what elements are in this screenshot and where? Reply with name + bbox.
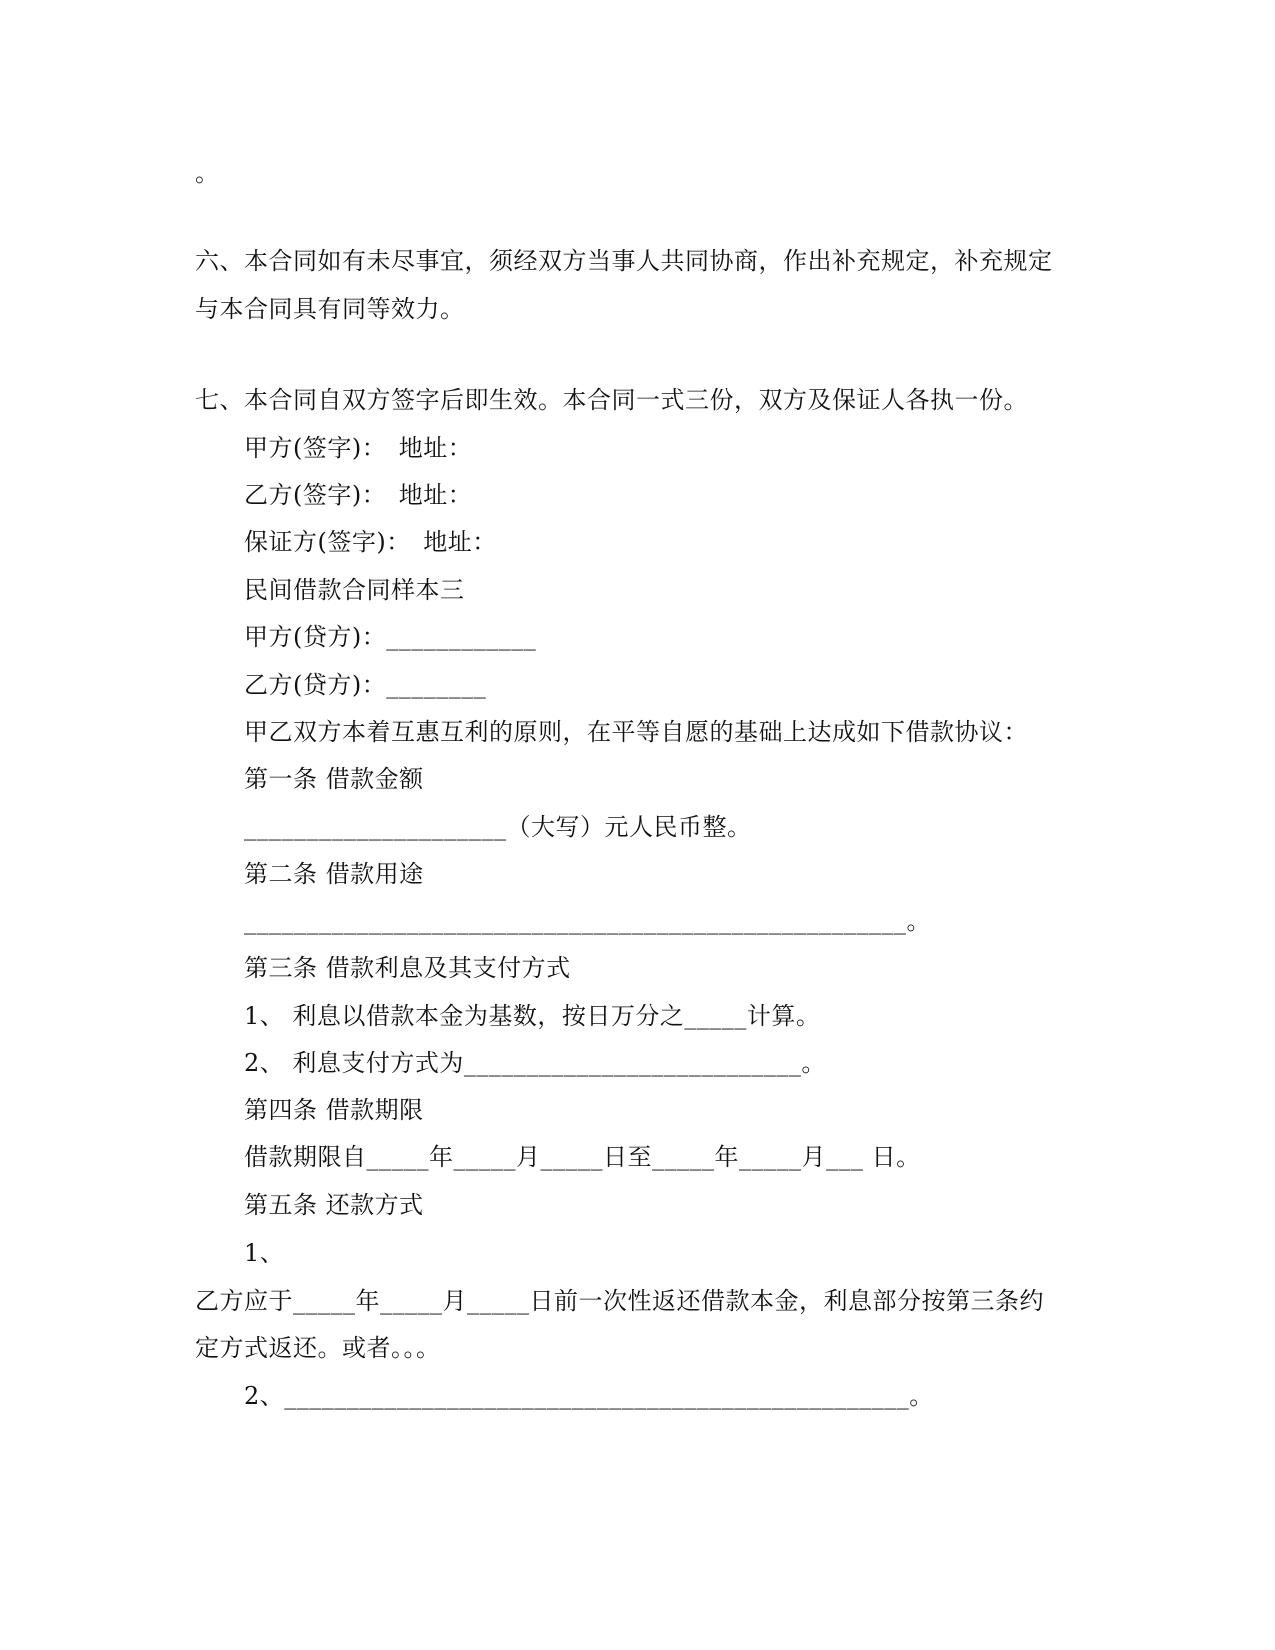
- text-line: 。: [195, 159, 220, 187]
- clause-seven: 七、本合同自双方签字后即生效。本合同一式三份，双方及保证人各执一份。: [195, 386, 1028, 414]
- guarantor-signature: 保证方(签字)： 地址：: [244, 528, 497, 556]
- interest-rate-line: 1、 利息以借款本金为基数，按日万分之_____计算。: [244, 1002, 821, 1030]
- contract-title: 民间借款合同样本三: [244, 576, 465, 604]
- loan-purpose-line: _____________________________________________________。: [244, 907, 931, 935]
- party-b-lender: 乙方(贷方)：________: [244, 671, 487, 699]
- loan-amount-line: _____________________（大写）元人民币整。: [244, 813, 752, 841]
- repayment-item-2: 2、__________________________________________________。: [244, 1382, 934, 1410]
- interest-payment-line: 2、 利息支付方式为___________________________。: [244, 1049, 826, 1077]
- article-two-heading: 第二条 借款用途: [244, 860, 424, 888]
- article-three-heading: 第三条 借款利息及其支付方式: [244, 954, 571, 982]
- clause-six-line-1: 六、本合同如有未尽事宜，须经双方当事人共同协商，作出补充规定，补充规定: [195, 247, 1053, 275]
- party-a-signature: 甲方(签字)： 地址：: [244, 434, 473, 462]
- repayment-item-1-line-1: 乙方应于_____年_____月_____日前一次性返还借款本金，利息部分按第三条约: [195, 1287, 1044, 1315]
- article-one-heading: 第一条 借款金额: [244, 765, 424, 793]
- article-five-heading: 第五条 还款方式: [244, 1191, 424, 1219]
- agreement-intro: 甲乙双方本着互惠互利的原则，在平等自愿的基础上达成如下借款协议：: [244, 718, 1028, 746]
- repayment-item-1-number: 1、: [244, 1239, 285, 1267]
- loan-term-line: 借款期限自_____年_____月_____日至_____年_____月___ 日。: [244, 1143, 921, 1171]
- party-b-signature: 乙方(签字)： 地址：: [244, 481, 473, 509]
- party-a-lender: 甲方(贷方)：____________: [244, 623, 537, 651]
- clause-six-line-2: 与本合同具有同等效力。: [195, 295, 465, 323]
- article-four-heading: 第四条 借款期限: [244, 1096, 424, 1124]
- repayment-item-1-line-2: 定方式返还。或者。。。: [195, 1334, 441, 1362]
